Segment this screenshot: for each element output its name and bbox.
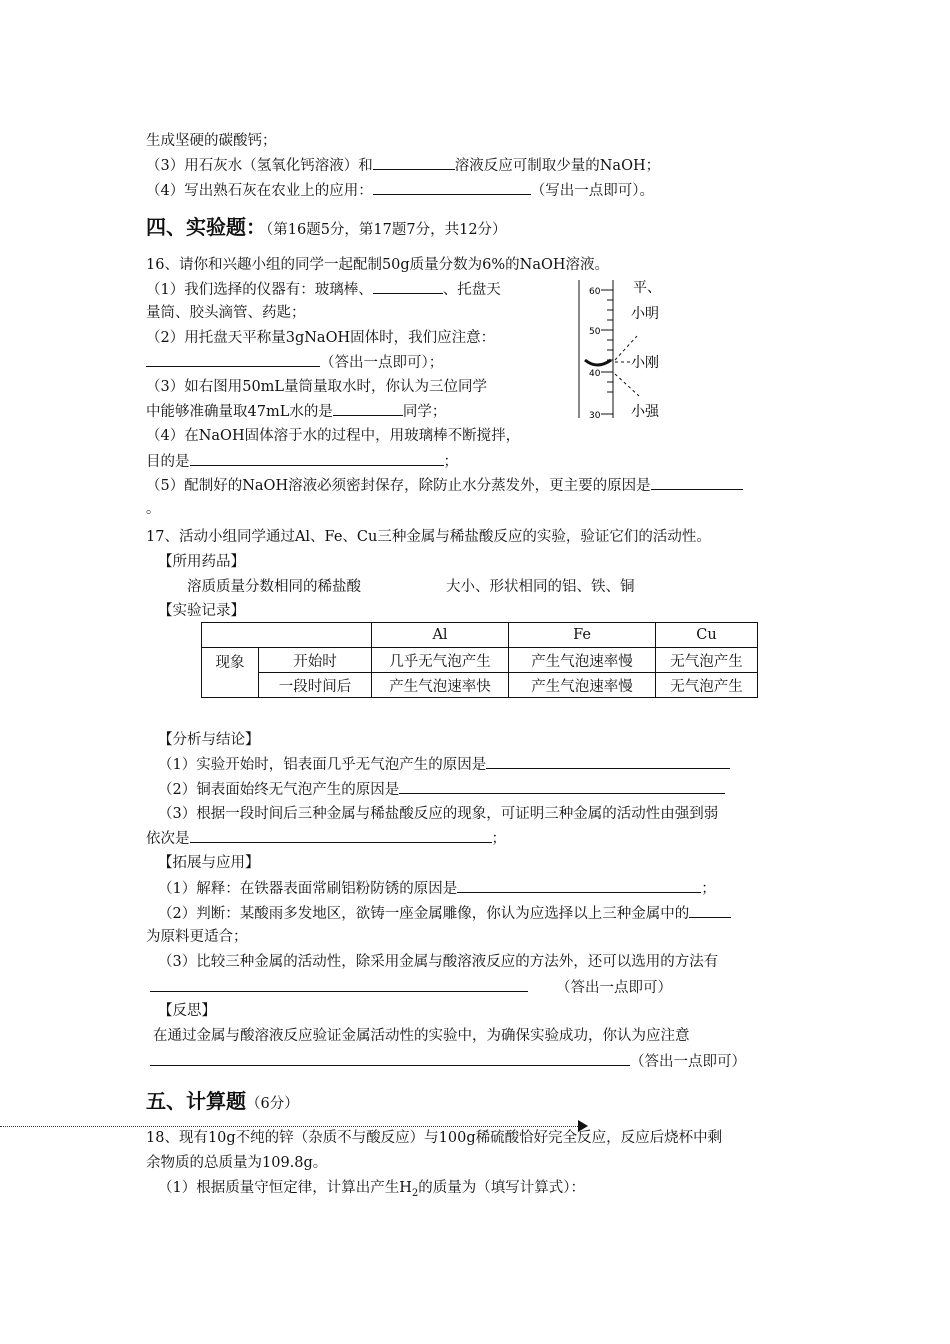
table-cell-time: 开始时 bbox=[259, 648, 372, 673]
analysis-2 bbox=[158, 779, 725, 800]
q17-stem: 17、活动小组同学通过Al、Fe、Cu三种金属与稀盐酸反应的实验，验证它们的活动性。 bbox=[146, 529, 711, 545]
section-title: 四、实验题： bbox=[146, 215, 266, 239]
tick-label: 60 bbox=[589, 287, 601, 297]
text: 溶液反应可制取少量的NaOH； bbox=[454, 158, 661, 174]
tick-label: 40 bbox=[589, 369, 601, 379]
answer-blank[interactable] bbox=[651, 475, 743, 490]
text: （答出一点即可） bbox=[556, 980, 672, 996]
extension-2-cont: 为原料更适合； bbox=[146, 929, 248, 945]
table-cell: 产生气泡速率慢 bbox=[509, 673, 656, 698]
sec3-line-3 bbox=[146, 180, 654, 201]
q16-part-1 bbox=[146, 279, 501, 300]
text: 依次是 bbox=[146, 831, 190, 847]
text: （写出一点即可）。 bbox=[530, 183, 654, 199]
dotted-separator bbox=[0, 1126, 582, 1127]
table-row bbox=[202, 648, 758, 673]
q16-part-3-cont bbox=[146, 401, 446, 422]
drugs-heading: 【所用药品】 bbox=[158, 554, 245, 570]
answer-blank[interactable] bbox=[689, 903, 731, 918]
text: ； bbox=[701, 881, 716, 897]
text: （答出一点即可） bbox=[630, 1054, 746, 1070]
answer-blank[interactable] bbox=[333, 401, 403, 416]
table-cell: 产生气泡速率快 bbox=[372, 673, 509, 698]
table-header-al: Al bbox=[372, 623, 509, 648]
q16-part-3: （3）如右图用50mL量筒量取水时，你认为三位同学 bbox=[146, 379, 488, 395]
analysis-heading: 【分析与结论】 bbox=[158, 732, 260, 748]
text: （答出一点即可）； bbox=[320, 355, 444, 371]
text: （2）铜表面始终无气泡产生的原因是 bbox=[158, 782, 400, 798]
answer-blank[interactable] bbox=[150, 1051, 630, 1066]
text: （1）根据质量守恒定律，计算出产生H bbox=[158, 1180, 412, 1196]
sight-line-bottom bbox=[615, 374, 639, 396]
q16-part-2: （2）用托盘天平称量3gNaOH固体时，我们应注意： bbox=[146, 330, 496, 346]
table-row bbox=[202, 673, 758, 698]
q18-line-1: 18、现有10g不纯的锌（杂质不与酸反应）与100g稀硫酸恰好完全反应，反应后烧杯中剩 bbox=[146, 1130, 723, 1146]
section-4-heading bbox=[146, 214, 507, 243]
text: （5）配制好的NaOH溶液必须密封保存，除防止水分蒸发外，更主要的原因是 bbox=[146, 478, 651, 494]
answer-blank[interactable] bbox=[373, 279, 443, 294]
table-cell: 无气泡产生 bbox=[656, 673, 758, 698]
q16-part-1-cont: 量筒、胶头滴管、药匙； bbox=[146, 305, 306, 321]
measuring-cylinder-diagram bbox=[575, 278, 685, 426]
section-note: （第16题5分，第17题7分，共12分） bbox=[266, 222, 507, 238]
tick-label: 30 bbox=[589, 411, 601, 421]
viewer-label: 平、 bbox=[633, 280, 661, 296]
viewer-label: 小刚 bbox=[631, 355, 659, 371]
analysis-3-cont bbox=[146, 828, 506, 849]
text: ； bbox=[443, 454, 458, 470]
table-cell: 几乎无气泡产生 bbox=[372, 648, 509, 673]
sec3-line-2 bbox=[146, 155, 660, 176]
text: ； bbox=[491, 831, 506, 847]
subscript: 2 bbox=[411, 1187, 419, 1199]
text: （2）判断：某酸雨多发地区，欲铸一座金属雕像，你认为应选择以上三种金属中的 bbox=[158, 906, 690, 922]
analysis-3: （3）根据一段时间后三种金属与稀盐酸反应的现象，可证明三种金属的活动性由强到弱 bbox=[158, 806, 719, 822]
answer-blank[interactable] bbox=[399, 779, 725, 794]
q16-stem: 16、请你和兴趣小组的同学一起配制50g质量分数为6%的NaOH溶液。 bbox=[146, 257, 610, 273]
text: 中能够准确量取47mL水的是 bbox=[146, 404, 333, 420]
text: （1）实验开始时，铝表面几乎无气泡产生的原因是 bbox=[158, 757, 487, 773]
text: 的质量为（填写计算式）： bbox=[418, 1180, 585, 1196]
q16-part-4-cont bbox=[146, 451, 458, 472]
extension-heading: 【拓展与应用】 bbox=[158, 855, 260, 871]
analysis-1 bbox=[158, 754, 730, 775]
text: 目的是 bbox=[146, 454, 190, 470]
q16-part-4: （4）在NaOH固体溶于水的过程中，用玻璃棒不断搅拌， bbox=[146, 428, 521, 444]
answer-blank[interactable] bbox=[486, 754, 730, 769]
record-heading: 【实验记录】 bbox=[158, 603, 245, 619]
answer-blank[interactable] bbox=[373, 180, 531, 195]
table-header-fe: Fe bbox=[509, 623, 656, 648]
extension-1 bbox=[158, 878, 716, 899]
viewer-label: 小强 bbox=[631, 404, 659, 420]
reflection-1: 在通过金属与酸溶液反应验证金属活动性的实验中，为确保实验成功，你认为应注意 bbox=[153, 1028, 690, 1044]
text: 、托盘天 bbox=[442, 282, 501, 298]
table-corner-cell bbox=[202, 623, 372, 648]
q18-line-2: 余物质的总质量为109.8g。 bbox=[146, 1155, 328, 1171]
text: 同学； bbox=[402, 404, 447, 420]
cylinder-scale bbox=[601, 290, 613, 414]
text: （3）用石灰水（氢氧化钙溶液）和 bbox=[146, 158, 373, 174]
table-header-row bbox=[202, 623, 758, 648]
sec3-line-1: 生成坚硬的碳酸钙； bbox=[146, 133, 277, 149]
answer-blank[interactable] bbox=[457, 878, 701, 893]
table-cell: 无气泡产生 bbox=[656, 648, 758, 673]
table-cell: 产生气泡速率慢 bbox=[509, 648, 656, 673]
row-label-phenomenon: 现象 bbox=[202, 648, 259, 698]
q16-part-5 bbox=[146, 475, 743, 496]
reflection-2 bbox=[150, 1051, 746, 1072]
section-note: （6分） bbox=[246, 1096, 299, 1112]
reflection-heading: 【反思】 bbox=[158, 1003, 216, 1019]
extension-2 bbox=[158, 903, 731, 924]
text: （4）写出熟石灰在农业上的应用： bbox=[146, 183, 373, 199]
answer-blank[interactable] bbox=[150, 977, 528, 992]
tick-label: 50 bbox=[589, 327, 601, 337]
q16-part-5-end: 。 bbox=[146, 501, 161, 517]
q16-part-2-cont bbox=[146, 352, 443, 373]
viewer-label: 小明 bbox=[631, 306, 659, 322]
section-5-heading bbox=[146, 1088, 299, 1117]
answer-blank[interactable] bbox=[190, 828, 492, 843]
extension-3: （3）比较三种金属的活动性，除采用金属与酸溶液反应的方法外，还可以选用的方法有 bbox=[158, 954, 719, 970]
extension-3-cont bbox=[150, 977, 672, 998]
drug-acid: 溶质质量分数相同的稀盐酸 bbox=[187, 579, 361, 595]
experiment-record-table bbox=[201, 622, 758, 698]
answer-blank[interactable] bbox=[190, 451, 444, 466]
meniscus bbox=[585, 360, 611, 365]
answer-blank[interactable] bbox=[373, 155, 455, 170]
table-header-cu: Cu bbox=[656, 623, 758, 648]
drug-metals: 大小、形状相同的铝、铁、铜 bbox=[446, 579, 635, 595]
table-cell-time: 一段时间后 bbox=[259, 673, 372, 698]
text: （1）解释：在铁器表面常刷铝粉防锈的原因是 bbox=[158, 881, 458, 897]
section-title: 五、计算题 bbox=[146, 1089, 246, 1113]
text: （1）我们选择的仪器有：玻璃棒、 bbox=[146, 282, 373, 298]
q18-part-1 bbox=[158, 1178, 585, 1204]
answer-blank[interactable] bbox=[146, 352, 320, 367]
